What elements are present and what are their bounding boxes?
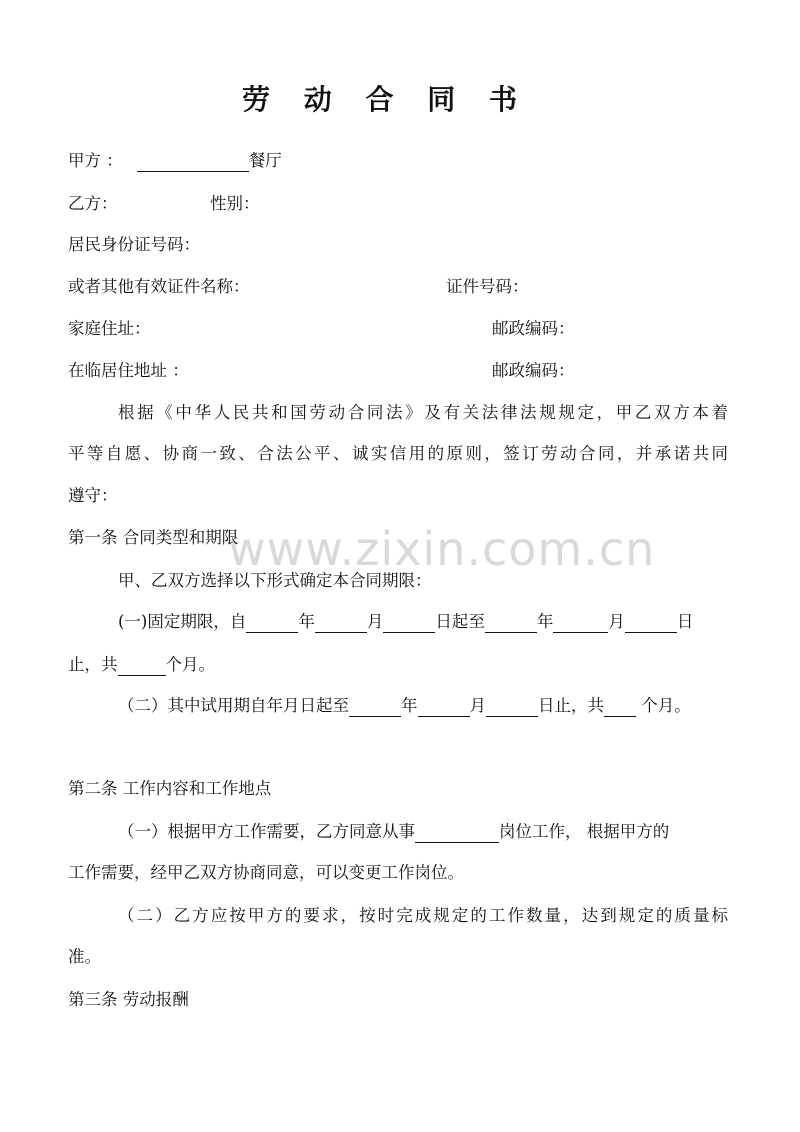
trial-suffix: 个月。 <box>636 696 691 715</box>
other-id-number-label: 证件号码： <box>446 277 529 296</box>
end-month-blank[interactable] <box>553 614 608 633</box>
preamble-line-2: 平等自愿、协商一致、合法公平、诚实信用的原则，签订劳动合同，并承诺共同 <box>68 444 728 463</box>
total-prefix: 止，共 <box>68 655 118 674</box>
temp-postcode-label: 邮政编码： <box>492 361 575 380</box>
total-months-blank[interactable] <box>118 657 166 676</box>
total-suffix: 个月。 <box>165 655 215 674</box>
trial-prefix: （二）其中试用期自年月日起至 <box>118 696 349 715</box>
fixed-term-prefix: (一)固定期限，自 <box>118 612 247 631</box>
party-a-name-blank[interactable] <box>137 153 249 172</box>
position-blank[interactable] <box>415 824 499 843</box>
party-a-suffix: 餐厅 <box>248 151 282 170</box>
party-b-label: 乙方： <box>68 194 118 213</box>
article-2-heading: 第二条 工作内容和工作地点 <box>68 779 272 798</box>
end-day-blank[interactable] <box>625 614 677 633</box>
trial-day-blank[interactable] <box>486 698 538 717</box>
preamble-line-1: 根据《中华人民共和国劳动合同法》及有关法律法规规定，甲乙双方本着 <box>118 403 728 422</box>
trial-day-end-label: 日止，共 <box>538 696 604 715</box>
trial-month-blank[interactable] <box>418 698 470 717</box>
p1-prefix: （一）根据甲方工作需要，乙方同意从事 <box>118 822 415 841</box>
article-2-p2-line-2: 准。 <box>68 947 101 966</box>
other-id-name-label: 或者其他有效证件名称： <box>68 277 250 296</box>
year-label: 年 <box>536 612 554 631</box>
preamble-line-3: 遵守： <box>68 486 118 505</box>
day-label: 日 <box>676 612 694 631</box>
temp-address-label: 在临居住地址 ： <box>68 361 189 380</box>
watermark: www.zixin.com.cn <box>228 522 656 576</box>
fixed-term-line <box>118 611 693 633</box>
article-2-p2-line-1: （二）乙方应按甲方的要求，按时完成规定的工作数量，达到规定的质量标 <box>118 906 728 925</box>
party-a-label: 甲方 ： <box>68 151 123 170</box>
id-number-label: 居民身份证号码： <box>68 235 200 254</box>
year-label: 年 <box>401 696 418 715</box>
trial-months-blank[interactable] <box>604 698 636 717</box>
fixed-term-cont-line <box>68 654 215 676</box>
article-3-heading: 第三条 劳动报酬 <box>68 990 189 1009</box>
month-label: 月 <box>366 612 384 631</box>
start-day-blank[interactable] <box>383 614 435 633</box>
article-1-intro: 甲、乙双方选择以下形式确定本合同期限： <box>118 571 432 590</box>
article-2-p1-line-2: 工作需要，经甲乙双方协商同意，可以变更工作岗位。 <box>68 863 464 882</box>
month-label: 月 <box>469 696 486 715</box>
trial-period-line <box>118 695 691 717</box>
home-address-label: 家庭住址： <box>68 319 151 338</box>
article-1-heading: 第一条 合同类型和期限 <box>68 528 239 547</box>
year-label: 年 <box>298 612 315 631</box>
start-month-blank[interactable] <box>315 614 367 633</box>
end-year-blank[interactable] <box>485 614 537 633</box>
article-2-p1-line-1 <box>118 821 669 843</box>
start-year-blank[interactable] <box>246 614 298 633</box>
home-postcode-label: 邮政编码： <box>492 319 575 338</box>
party-a-line <box>68 150 282 172</box>
month-label: 月 <box>608 612 625 631</box>
day-from-label: 日起至 <box>435 612 485 631</box>
document-title: 劳 动 合 同 书 <box>242 83 529 116</box>
trial-year-blank[interactable] <box>349 698 401 717</box>
gender-label: 性别： <box>210 194 260 213</box>
p1-suffix: 岗位工作， 根据甲方的 <box>499 822 670 841</box>
